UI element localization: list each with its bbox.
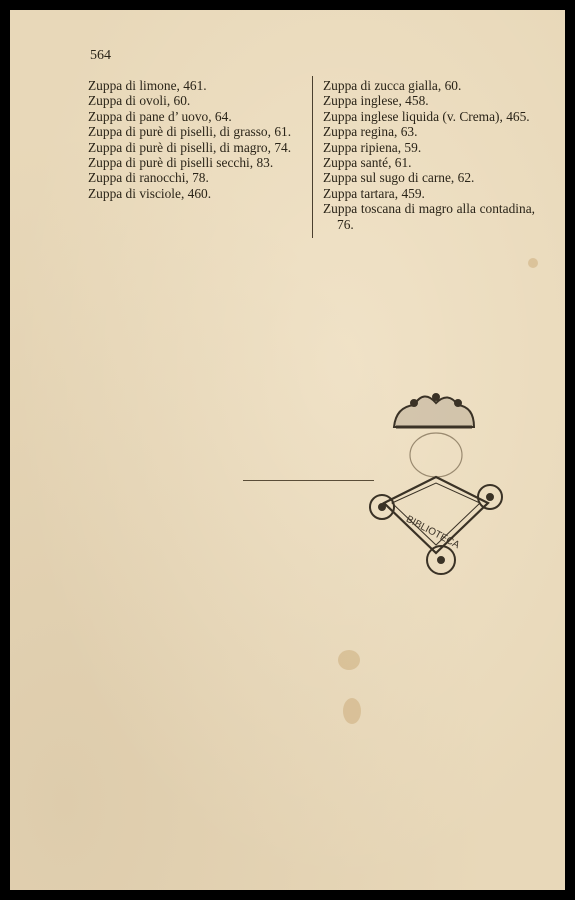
index-entry: Zuppa toscana di magro alla contadina, 76.	[323, 201, 535, 232]
index-entry: Zuppa inglese liquida (v. Crema), 465.	[323, 108, 530, 124]
index-column-left	[88, 78, 300, 201]
index-entry: Zuppa sul sugo di carne, 62.	[323, 170, 475, 186]
index-entry: Zuppa inglese, 458.	[323, 93, 429, 109]
index-column-right	[323, 78, 535, 232]
stamp-text: BIBLIOTECA	[404, 513, 462, 552]
index-entry: Zuppa di limone, 461.	[88, 78, 207, 93]
page-number: 564	[90, 48, 111, 63]
index-entry: Zuppa di purè di piselli, di magro, 74.	[88, 139, 292, 155]
index-entry: Zuppa di pane d’ uovo, 64.	[88, 108, 232, 124]
stain	[343, 698, 361, 724]
index-entry: Zuppa ripiena, 59.	[323, 139, 422, 155]
index-entry: Zuppa tartara, 459.	[323, 185, 425, 201]
end-rule	[243, 480, 374, 481]
index-entry: Zuppa di purè di piselli, di grasso, 61.	[88, 124, 292, 140]
column-divider	[312, 76, 313, 238]
library-stamp	[366, 385, 511, 580]
index-entry: Zuppa di ovoli, 60.	[88, 93, 191, 109]
stain	[528, 258, 538, 268]
index-entry: Zuppa di ranocchi, 78.	[88, 170, 209, 186]
index-entry: Zuppa di purè di piselli secchi, 83.	[88, 155, 274, 171]
index-entry: Zuppa santé, 61.	[323, 155, 412, 171]
stain	[338, 650, 360, 670]
index-entry: Zuppa di zucca gialla, 60.	[323, 78, 462, 93]
index-entry: Zuppa di visciole, 460.	[88, 185, 212, 201]
book-page	[10, 10, 565, 890]
index-entry: Zuppa regina, 63.	[323, 124, 418, 140]
